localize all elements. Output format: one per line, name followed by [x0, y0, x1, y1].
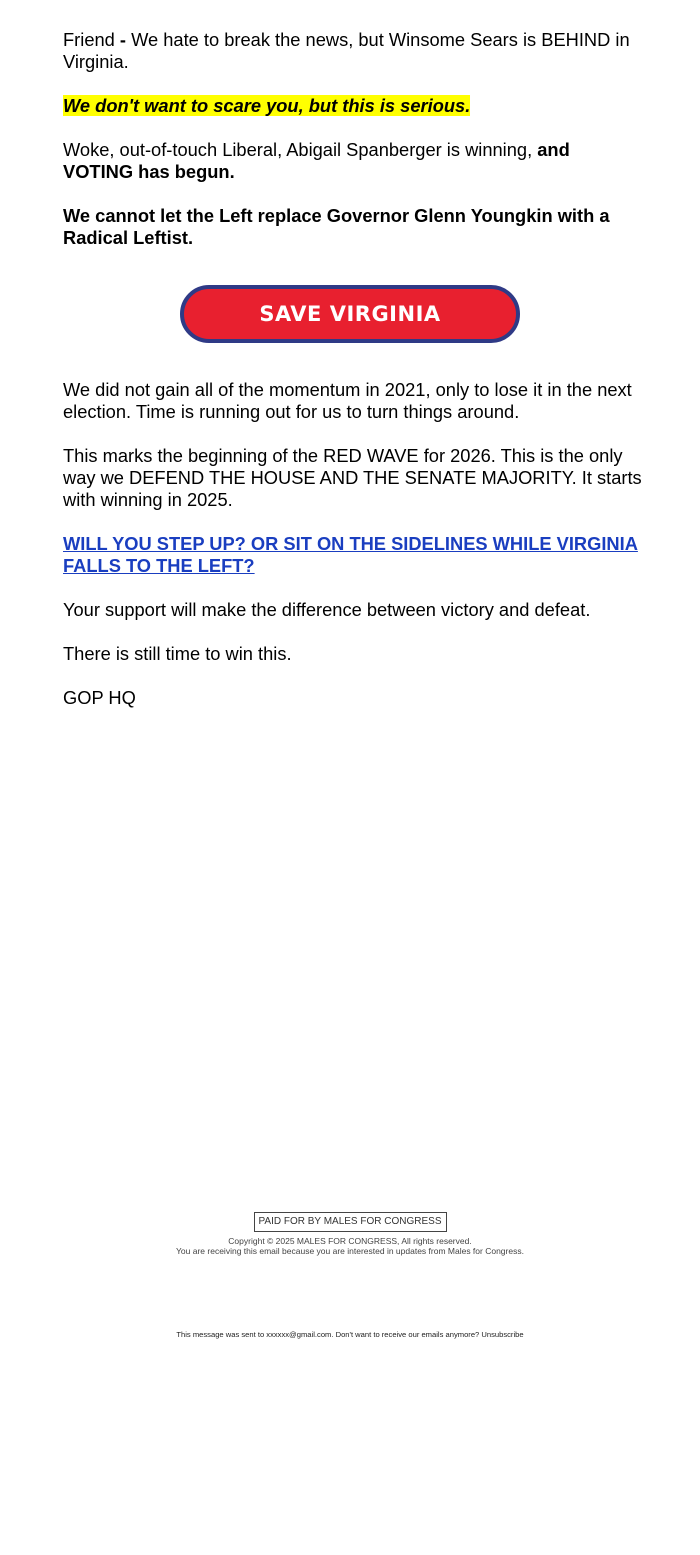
voting-begun-text: and VOTING has begun.: [63, 139, 570, 182]
support-paragraph: Your support will make the difference between victory and defeat.: [63, 599, 591, 620]
cta-container: [63, 285, 643, 343]
step-up-link[interactable]: WILL YOU STEP UP? OR SIT ON THE SIDELINES WHILE VIRGINIA FALLS TO THE LEFT?: [63, 533, 638, 576]
woke-text: Woke, out-of-touch Liberal, Abigail Spanberger is winning,: [63, 139, 538, 160]
paid-for-disclaimer: PAID FOR BY MALES FOR CONGRESS: [254, 1212, 447, 1232]
signature: GOP HQ: [63, 687, 136, 708]
save-virginia-button[interactable]: SAVE VIRGINIA: [180, 285, 520, 343]
unsubscribe-link[interactable]: Unsubscribe: [481, 1330, 524, 1339]
momentum-paragraph: We did not gain all of the momentum in 2021, only to lose it in the next election. Time is running out for us to turn things around.: [63, 379, 632, 422]
intro-text: We hate to break the news, but Winsome Sears is BEHIND in Virginia.: [63, 29, 630, 72]
step-up-paragraph: [63, 533, 643, 577]
copyright-text: Copyright © 2025 MALES FOR CONGRESS, All rights reserved.: [228, 1236, 472, 1246]
still-time-paragraph: There is still time to win this.: [63, 643, 292, 664]
highlighted-warning: We don't want to scare you, but this is serious.: [63, 95, 471, 116]
woke-paragraph: [63, 139, 643, 183]
cannot-let-paragraph: We cannot let the Left replace Governor Glenn Youngkin with a Radical Leftist.: [63, 205, 610, 248]
sent-to-text: This message was sent to xxxxxx@gmail.com. Don't want to receive our emails anymore?: [176, 1330, 482, 1339]
email-body: [63, 29, 643, 731]
email-footer: [0, 1211, 700, 1256]
greeting-dash: -: [114, 29, 132, 50]
highlight-paragraph: [63, 95, 643, 117]
intro-paragraph: [63, 29, 643, 73]
red-wave-paragraph: This marks the beginning of the RED WAVE for 2026. This is the only way we DEFEND THE HOUSE AND THE SENATE MAJORITY. It starts with winning in 2025.: [63, 445, 642, 510]
greeting: Friend: [63, 29, 115, 50]
receiving-reason-text: You are receiving this email because you are interested in updates from Males for Congress.: [176, 1246, 524, 1256]
sent-to-line: [0, 1330, 700, 1340]
